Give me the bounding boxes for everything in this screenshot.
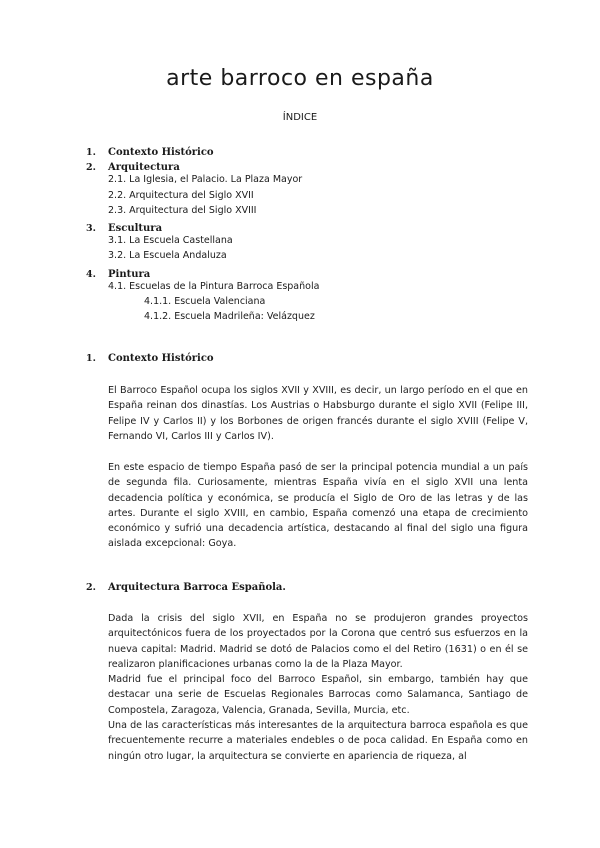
index-heading: ÍNDICE: [282, 112, 318, 123]
section-heading-context: [86, 353, 214, 364]
section-title: Arquitectura Barroca Española.: [108, 582, 286, 593]
toc-number: 3.: [86, 222, 96, 234]
toc-number: 1.: [86, 147, 96, 158]
toc-label: Contexto Histórico: [108, 147, 214, 158]
toc-item-2-3[interactable]: 2.3. Arquitectura del Siglo XVIII: [108, 204, 257, 216]
paragraph: Dada la crisis del siglo XVII, en España no se produjeron grandes proyectos arquitectónicos fuera de los proyectados por la Corona que centró sus esfuerzos en la nueva capital: Madrid. Madrid se dotó de Palacios como el del Retiro (1631) o en él se realizaron planificaciones urbanas como la de la Plaza Mayor.: [108, 613, 528, 670]
toc-item-3-1[interactable]: 3.1. La Escuela Castellana: [108, 235, 233, 247]
section-number: 2.: [86, 582, 96, 593]
toc-label: Pintura: [108, 268, 151, 280]
paragraph: Madrid fue el principal foco del Barroco Español, sin embargo, también hay que destacar una serie de Escuelas Regionales Barrocas como Salamanca, Santiago de Compostela, Zaragoza, Valencia, Granada, Sevilla, Murcia, etc.: [108, 674, 528, 716]
toc-item-4-1[interactable]: 4.1. Escuelas de la Pintura Barroca Española: [108, 280, 320, 292]
toc-number: 4.: [86, 268, 96, 280]
toc-item-2-2[interactable]: 2.2. Arquitectura del Siglo XVII: [108, 189, 254, 201]
document-title: arte barroco en españa: [166, 66, 434, 91]
toc-item-1[interactable]: [86, 142, 526, 157]
toc-number: 2.: [86, 162, 96, 174]
paragraph: Una de las características más interesantes de la arquitectura barroca española es que frecuentemente recurre a materiales endebles o de poca calidad. En España como en ningún otro lugar, la arquitectura se convierte en apariencia de riqueza, al: [108, 720, 528, 762]
section-heading-architecture: [86, 582, 286, 593]
paragraph: El Barroco Español ocupa los siglos XVII y XVIII, es decir, un largo período en el que en España reinan dos dinastías. Los Austrias o Habsburgo durante el siglo XVII (Felipe III, Felipe IV y Carlos II) y los Borbones de origen francés durante el siglo XVIII (Felipe V, Fernando VI, Carlos III y Carlos IV).: [108, 385, 528, 442]
toc-item-2-1[interactable]: 2.1. La Iglesia, el Palacio. La Plaza Mayor: [108, 174, 303, 186]
paragraph: En este espacio de tiempo España pasó de ser la principal potencia mundial a un país de segunda fila. Curiosamente, mientras España vivía en el siglo XVII una lenta decadencia política y económica, se producía el Siglo de Oro de las letras y de las artes. Durante el siglo XVIII, en cambio, España comenzó una etapa de crecimiento económico y sufrió una decadencia artística, destacando al final del siglo una figura aislada excepcional: Goya.: [108, 462, 528, 550]
toc-label: Escultura: [108, 222, 163, 234]
toc-item-3-2[interactable]: 3.2. La Escuela Andaluza: [108, 250, 227, 262]
toc-item-4-1-1[interactable]: 4.1.1. Escuela Valenciana: [144, 295, 266, 307]
section-number: 1.: [86, 353, 96, 364]
section-title: Contexto Histórico: [108, 353, 214, 364]
toc-item-4[interactable]: [86, 264, 526, 279]
table-of-contents: [86, 142, 526, 324]
toc-label: Arquitectura: [108, 162, 180, 174]
toc-item-3[interactable]: [86, 218, 526, 233]
toc-item-2[interactable]: [86, 157, 526, 172]
toc-item-4-1-2[interactable]: 4.1.2. Escuela Madrileña: Velázquez: [144, 311, 315, 323]
